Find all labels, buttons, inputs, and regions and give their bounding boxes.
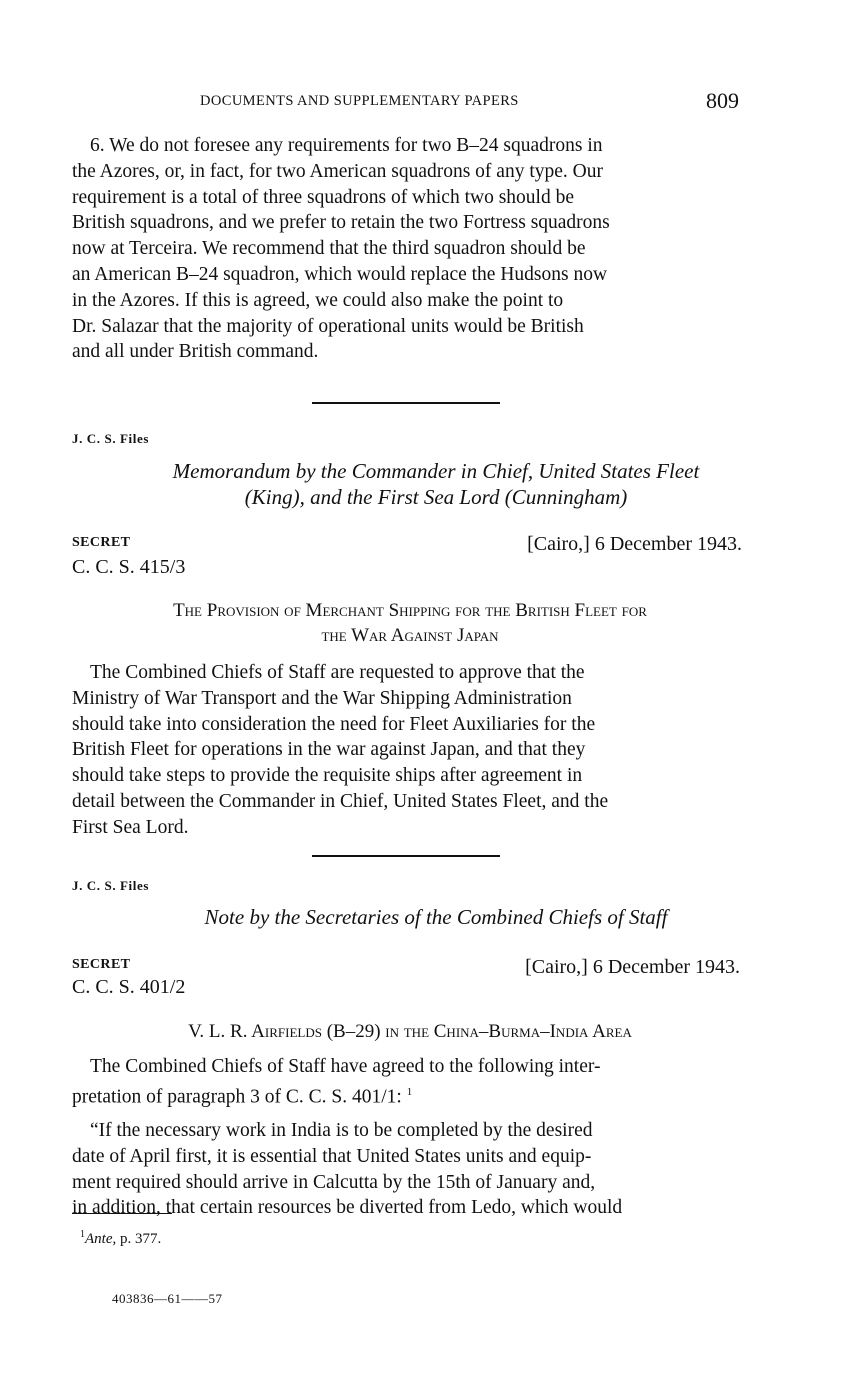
text-line: First Sea Lord. — [72, 816, 189, 838]
note-intro — [72, 1054, 738, 1110]
source-label: J. C. S. Files — [72, 878, 150, 893]
title-line: (King), and the First Sea Lord (Cunningham) — [244, 485, 628, 509]
text-segment: pretation of paragraph 3 of C. C. S. 401/1: — [72, 1086, 402, 1108]
footnote — [80, 1229, 161, 1248]
dateline: [Cairo,] 6 December 1943. — [527, 533, 742, 555]
section-divider — [312, 402, 500, 404]
text-line: date of April first, it is essential that United States units and equip- — [72, 1145, 592, 1167]
classification-label: SECRET — [72, 535, 131, 550]
classification-label: SECRET — [72, 957, 131, 972]
footnote-divider — [72, 1213, 172, 1214]
page-number: 809 — [706, 88, 739, 113]
subject-line: the War Against Japan — [321, 625, 499, 646]
dateline: [Cairo,] 6 December 1943. — [525, 956, 740, 978]
text-line: the Azores, or, in fact, for two American squadrons of any type. Our — [72, 160, 603, 182]
text-line: in addition, that certain resources be diverted from Ledo, which would — [72, 1197, 623, 1219]
text-line: 6. We do not foresee any requirements for two B–24 squadrons in — [90, 135, 603, 156]
text-line: an American B–24 squadron, which would replace the Hudsons now — [72, 263, 608, 285]
memorandum-body — [72, 660, 748, 841]
text-line: and all under British command. — [72, 341, 319, 363]
text-line: “If the necessary work in India is to be completed by the desired — [90, 1120, 593, 1141]
text-line: British Fleet for operations in the war against Japan, and that they — [72, 739, 586, 761]
text-line: now at Terceira. We recommend that the third squadron should be — [72, 238, 586, 260]
title-line: Note by the Secretaries of the Combined Chiefs of Staff — [204, 905, 668, 929]
document-subject — [72, 1019, 748, 1044]
print-code: 403836—61——57 — [112, 1291, 223, 1306]
document-title — [72, 904, 800, 930]
footnote-marker: 1 — [80, 1229, 85, 1240]
text-line: should take into consideration the need for Fleet Auxiliaries for the — [72, 713, 596, 735]
text-line: The Combined Chiefs of Staff are requested to approve that the — [90, 662, 585, 683]
text-line: British squadrons, and we prefer to retain the two Fortress squadrons — [72, 212, 610, 234]
paragraph-6 — [72, 133, 748, 365]
text-line: The Combined Chiefs of Staff have agreed to the following inter- — [90, 1056, 601, 1077]
footnote-ref-italic: Ante — [85, 1231, 113, 1247]
text-line: ment required should arrive in Calcutta by the 15th of January and, — [72, 1171, 596, 1193]
text-line — [72, 1080, 738, 1110]
text-line: Dr. Salazar that the majority of operational units would be British — [72, 315, 584, 337]
document-subject — [72, 598, 748, 648]
subject-line: The Provision of Merchant Shipping for the British Fleet for — [173, 600, 647, 621]
text-line: detail between the Commander in Chief, United States Fleet, and the — [72, 790, 609, 812]
document-reference: C. C. S. 415/3 — [72, 556, 186, 578]
document-reference: C. C. S. 401/2 — [72, 976, 186, 998]
running-head: DOCUMENTS AND SUPPLEMENTARY PAPERS — [200, 93, 519, 109]
footnote-marker: 1 — [406, 1085, 413, 1098]
section-divider — [312, 855, 500, 857]
source-label: J. C. S. Files — [72, 431, 150, 446]
text-line: in the Azores. If this is agreed, we could also make the point to — [72, 289, 564, 311]
document-title — [72, 458, 800, 510]
text-line: Ministry of War Transport and the War Shipping Administration — [72, 687, 572, 709]
subject-line: V. L. R. Airfields (B–29) in the China–Burma–India Area — [188, 1021, 632, 1042]
text-line: should take steps to provide the requisite ships after agreement in — [72, 765, 583, 787]
text-line: requirement is a total of three squadrons of which two should be — [72, 186, 575, 208]
footnote-ref-text: , p. 377. — [112, 1231, 162, 1247]
quoted-text — [72, 1118, 738, 1221]
title-line: Memorandum by the Commander in Chief, United States Fleet — [172, 459, 700, 483]
